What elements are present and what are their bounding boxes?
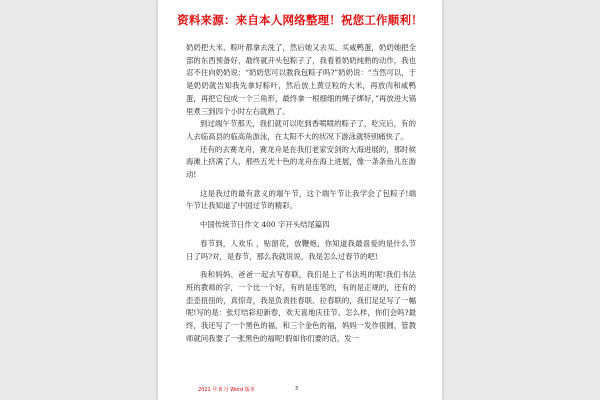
- document-page: [158, 0, 442, 400]
- paragraph: 这是我过的最有意义的端午节，这个端午节让我学会了包粽子!端午节让我知道了中国过节的精彩。: [186, 188, 416, 211]
- section-heading: 中国传统节日作文 400 字开头结尾篇四: [200, 220, 330, 230]
- paragraph: 我和妈妈、爸爸一起去写春联，我们是上了书法班的呢!我们书法班的教师的字，一个比一个好，有的是连笔的，有的是正规的，还有的歪歪扭扭的，真惊奇，我是负责挂春联、拉春联的，我们足足写了一幅呢!写的是：张灯结彩迎新春，欢天喜地庆佳节。怎么样，你们会吗?最终，我还写了一个黑色的福，和三个金色的福，妈妈一发作很圆，管教师就问我要了一张黑色的福呢!假如你们要的话，发一: [186, 270, 416, 343]
- document-body: [186, 42, 416, 345]
- page-number: 3: [295, 386, 299, 392]
- source-banner: 资料来源：来自本人网络整理！祝您工作顺利！: [177, 13, 423, 27]
- paragraph: 到过端午节那天，我们就可以吃到香喷喷的粽子了，吃完后，有的人去临高县的临高角游泳，在太阳不大的状况下游泳就特别痛快了。: [186, 119, 416, 141]
- footer-date-label: 2021 年 8 月 Word 版本: [198, 387, 255, 393]
- paragraph: 奶奶把大米、粽叶都拿去洗了，然后她又去买、买咸鸭蛋，奶奶她把全部的东西预备好，最终就开头包粽子了，我看着奶奶纯熟的动作，我也忍不住向奶奶说：“奶奶您可以教我包粽子吗?”奶奶说：“当然可以，于是奶奶就告知我先拿好粽叶，然后放上黄豆粒的大米，再放肉和咸鸭蛋，再把它包成一个三角形，最终拿一根细细的绳子绑好，”再放进大锅里煮三到四个小时左右就熟了。: [186, 43, 416, 116]
- paragraph: 还有的去赛龙舟，赛龙舟是在我们老家安剑的大海进展的，那时候海滩上挤满了人，那些五光十色的龙舟在海上进展，像一条条鱼儿在游动!: [186, 144, 416, 180]
- page-footer: [198, 386, 418, 393]
- paragraph: 春节到，人欢乐 ，贴窗花，放鞭炮，你知道我最喜爱的是什么节日了吗?对，是春节，那么我就说说，我是怎么过春节的吧!: [186, 238, 416, 261]
